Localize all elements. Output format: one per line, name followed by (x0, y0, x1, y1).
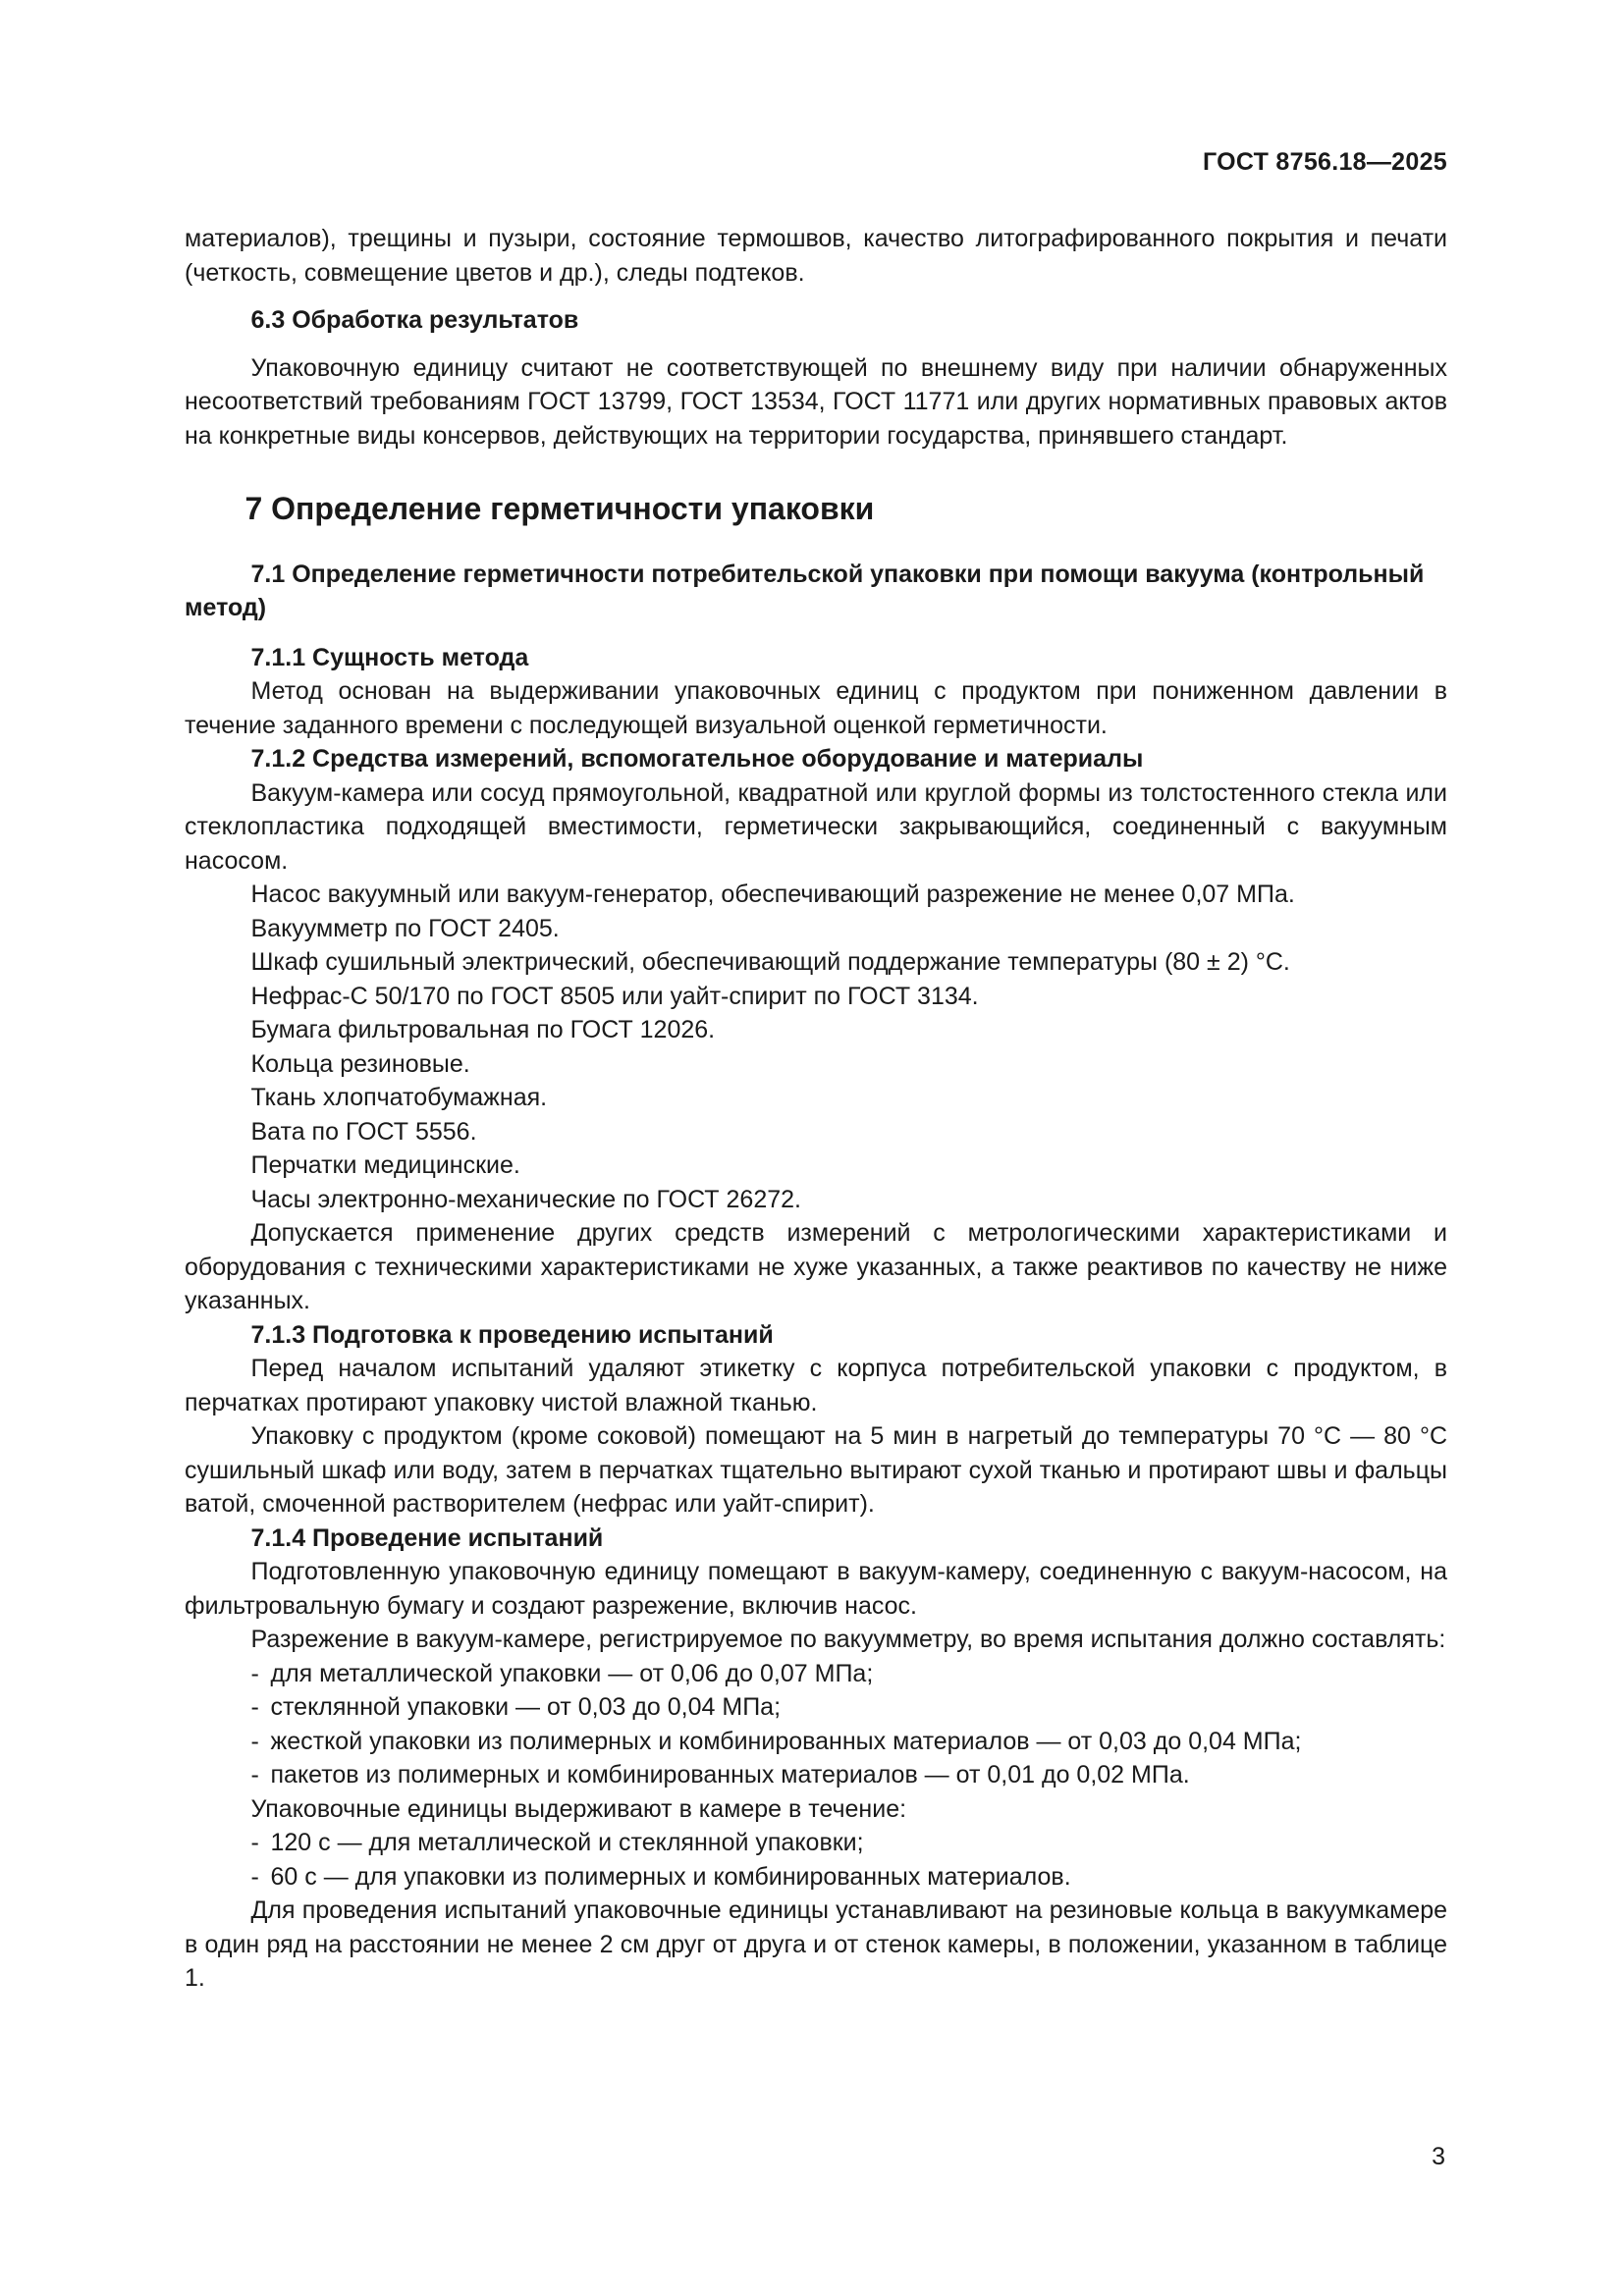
section-7-1-1-heading: 7.1.1 Сущность метода (250, 643, 529, 671)
equipment-item: Шкаф сушильный электрический, обеспечивающий поддержание температуры (80 ± 2) °С. (250, 948, 1290, 976)
equipment-item: Часы электронно-механические по ГОСТ 26272. (250, 1185, 801, 1213)
section-7-1-1-paragraph: Метод основан на выдерживании упаковочных единиц с продуктом при пониженном давлении в течение заданного времени с последующей визуальной оценкой герметичности. (185, 677, 1447, 739)
equipment-item: Вата по ГОСТ 5556. (250, 1117, 477, 1146)
section-7-1-3-paragraph-1: Перед началом испытаний удаляют этикетку с корпуса потребительской упаковки с продуктом, в перчатках протирают упаковку чистой влажной тканью. (185, 1355, 1447, 1416)
equipment-item: Бумага фильтровальная по ГОСТ 12026. (250, 1016, 716, 1043)
list-item: - стеклянной упаковки — от 0,03 до 0,04 МПа; (250, 1693, 782, 1721)
list-item: - жесткой упаковки из полимерных и комбинированных материалов — от 0,03 до 0,04 МПа; (250, 1727, 1302, 1755)
equipment-item: Кольца резиновые. (250, 1049, 470, 1078)
section-7-1-4-paragraph-3: Упаковочные единицы выдерживают в камере в течение: (250, 1794, 907, 1823)
equipment-note: Допускается применение других средств измерений с метрологическими характеристиками и оборудования с техническими характеристиками не хуже указанных, а также реактивов по качеству не ниже указанных. (185, 1219, 1447, 1314)
equipment-item: Насос вакуумный или вакуум-генератор, обеспечивающий разрежение не менее 0,07 МПа. (250, 881, 1295, 908)
section-7-1-4-paragraph-1: Подготовленную упаковочную единицу помещают в вакуум-камеру, соединенную с вакуум-насосом, на фильтровальную бумагу и создают разрежение, включив насос. (185, 1558, 1447, 1620)
equipment-item: Вакуум-камера или сосуд прямоугольной, квадратной или круглой формы из толстостенного стекла или стеклопластика подходящей вместимости, герметически закрывающийся, соединенный с вакуумным насосом. (185, 778, 1447, 875)
document-code: ГОСТ 8756.18—2025 (1202, 148, 1447, 176)
equipment-item: Вакуумметр по ГОСТ 2405. (250, 914, 560, 942)
list-item: - пакетов из полимерных и комбинированных материалов — от 0,01 до 0,02 МПа. (250, 1761, 1190, 1789)
intro-paragraph: материалов), трещины и пузыри, состояние термошвов, качество литографированного покрытия и печати (четкость, совмещение цветов и др.), следы подтеков. (185, 225, 1447, 287)
section-7-1-4-heading: 7.1.4 Проведение испытаний (250, 1523, 604, 1552)
section-7-heading: 7 Определение герметичности упаковки (244, 491, 875, 526)
list-item: - для металлической упаковки — от 0,06 до 0,07 МПа; (250, 1659, 874, 1687)
page-number: 3 (1432, 2143, 1445, 2170)
equipment-item: Перчатки медицинские. (250, 1151, 520, 1179)
list-item: - 60 с — для упаковки из полимерных и комбинированных материалов. (250, 1862, 1071, 1891)
section-6-3-paragraph: Упаковочную единицу считают не соответствующей по внешнему виду при наличии обнаруженных несоответствий требованиям ГОСТ 13799, ГОСТ 13534, ГОСТ 11771 или других нормативных правовых актов на конкретные виды консервов, действующих на территории государства, принявшего стандарт. (185, 353, 1447, 450)
section-7-1-2-heading: 7.1.2 Средства измерений, вспомогательное оборудование и материалы (250, 745, 1144, 773)
section-7-1-3-heading: 7.1.3 Подготовка к проведению испытаний (250, 1320, 774, 1349)
list-item: - 120 с — для металлической и стеклянной упаковки; (250, 1829, 864, 1856)
section-7-1-4-paragraph-4: Для проведения испытаний упаковочные единицы устанавливают на резиновые кольца в вакуумкамере в один ряд на расстоянии не менее 2 см друг от друга и от стенок камеры, в положении, указанном в таблице 1. (185, 1896, 1447, 1992)
duration-list (185, 1826, 1447, 1894)
section-7-1-3-paragraph-2: Упаковку с продуктом (кроме соковой) помещают на 5 мин в нагретый до температуры 70 °С — 80 °С сушильный шкаф или воду, затем в перчатках тщательно вытирают сухой тканью и протирают швы и фальцы ватой, смоченной растворителем (нефрас или уайт-спирит). (185, 1422, 1447, 1518)
equipment-item: Нефрас-С 50/170 по ГОСТ 8505 или уайт-спирит по ГОСТ 3134. (250, 982, 979, 1010)
equipment-item: Ткань хлопчатобумажная. (250, 1084, 548, 1111)
section-7-1-heading: 7.1 Определение герметичности потребительской упаковки при помощи вакуума (контрольный метод) (185, 560, 1425, 621)
section-7-1-4-paragraph-2: Разрежение в вакуум-камере, регистрируемое по вакуумметру, во время испытания должно составлять: (250, 1626, 1446, 1653)
document-body (185, 222, 1447, 1996)
pressure-list (185, 1657, 1447, 1792)
section-6-3-heading: 6.3 Обработка результатов (250, 306, 579, 334)
